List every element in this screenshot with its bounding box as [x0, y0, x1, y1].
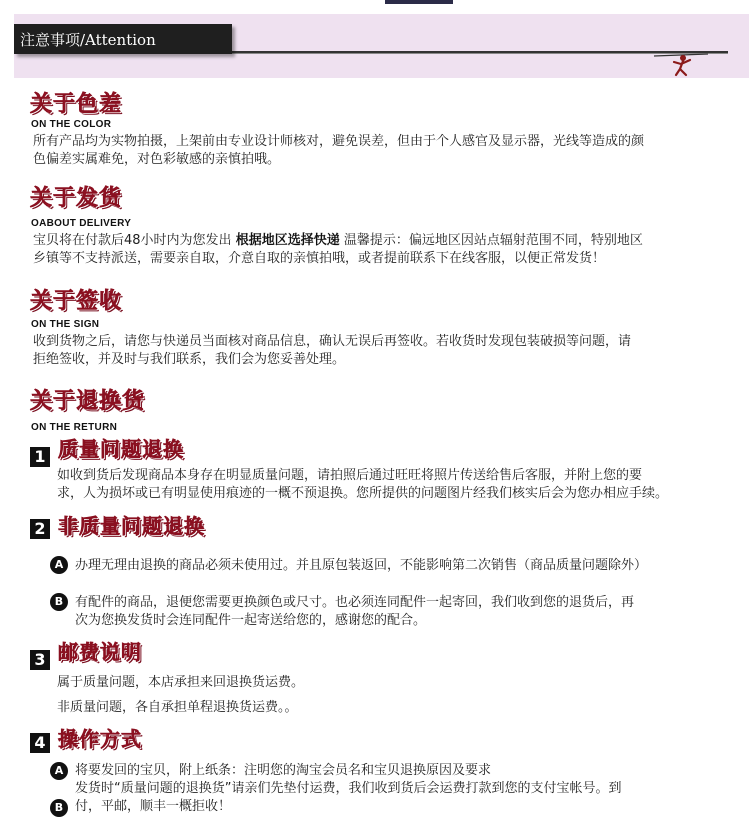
color-text-line-2: 色偏差实属难免，对色彩敏感的亲慎拍哦。	[33, 152, 281, 167]
top-decoration-bar	[385, 0, 453, 4]
attention-title: 注意事项/Attention	[20, 31, 156, 49]
color-text-line-1: 所有产品均为实物拍摄，上架前由专业设计师核对，避免误差，但由于个人感官及显示器，光线等造成的颜	[33, 134, 645, 149]
nonquality-a-badge: A	[50, 556, 68, 574]
sign-text-line-2: 拒绝签收，并及时与我们联系，我们会为您妥善处理。	[33, 352, 346, 367]
sign-text-line-1: 收到货物之后，请您与快递员当面核对商品信息，确认无误后再签收。若收货时发现包装破损等问题，请	[33, 334, 632, 349]
sign-section-subtitle: ON THE SIGN	[31, 319, 100, 330]
delivery-express-highlight: 根据地区选择快递	[235, 233, 340, 248]
operation-number-badge: 4	[30, 733, 50, 753]
color-section-title: 关于色差	[30, 92, 123, 117]
delivery-text-line-2: 乡镇等不支持派送，需要亲自取，介意自取的亲慎拍哦，或者提前联系下在线客服，以便正常发货！	[33, 251, 606, 266]
delivery-section-subtitle: OABOUT DELIVERY	[31, 218, 132, 229]
nonquality-b-text-line-1: 有配件的商品，退便您需要更换颜色或尺寸。也必须连同配件一起寄回，我们收到您的退货后，再	[75, 595, 635, 610]
delivery-text-line-1	[33, 231, 643, 250]
operation-b-badge: B	[50, 799, 68, 817]
quality-number-badge: 1	[30, 447, 50, 467]
postage-title: 邮费说明	[58, 640, 142, 664]
operation-a-badge: A	[50, 762, 68, 780]
delivery-section-title: 关于发货	[30, 186, 123, 211]
sign-section-title: 关于签收	[30, 289, 123, 314]
nonquality-a-text: 办理无理由退换的商品必须未使用过。并且原包装返回，不能影响第二次销售（商品质量问题除外）	[75, 558, 648, 573]
postage-text-line-1: 属于质量问题，本店承担来回退换货运费。	[57, 675, 305, 690]
quality-return-title: 质量问题退换	[58, 437, 184, 461]
climber-icon	[650, 50, 710, 78]
nonquality-return-title: 非质量问题退换	[58, 514, 205, 538]
nonquality-b-badge: B	[50, 593, 68, 611]
quality-text-line-2: 求，人为损坏或已有明显使用痕迹的一概不预退换。您所提供的问题图片经我们核实后会为您办相应手续。	[57, 486, 669, 501]
color-section-subtitle: ON THE COLOR	[31, 119, 112, 130]
return-section-title: 关于退换货	[30, 389, 146, 414]
delivery-text-part-a: 宝贝将在付款后48小时内为您发出	[33, 233, 236, 248]
delivery-text-part-c: 温馨提示：偏远地区因站点辐射范围不同，特别地区	[339, 233, 643, 248]
quality-text-line-1: 如收到货后发现商品本身存在明显质量问题，请拍照后通过旺旺将照片传送给售后客服，并附上您的要	[57, 468, 643, 483]
return-section-subtitle: ON THE RETURN	[31, 422, 118, 433]
operation-b-text-line-1: 发货时“质量问题的退换货”请亲们先垫付运费，我们收到货后会运费打款到您的支付宝帐号。到	[75, 781, 622, 796]
operation-title: 操作方式	[58, 727, 142, 751]
operation-b-text-line-2: 付，平邮，顺丰一概拒收！	[75, 799, 232, 814]
postage-number-badge: 3	[30, 650, 50, 670]
operation-a-text: 将要发回的宝贝，附上纸条：注明您的淘宝会员名和宝贝退换原因及要求	[75, 763, 492, 778]
nonquality-b-text-line-2: 次为您换发货时会连同配件一起寄送给您的，感谢您的配合。	[75, 613, 427, 628]
nonquality-number-badge: 2	[30, 519, 50, 539]
postage-text-line-2: 非质量问题，各自承担单程退换货运费。。	[57, 700, 298, 715]
